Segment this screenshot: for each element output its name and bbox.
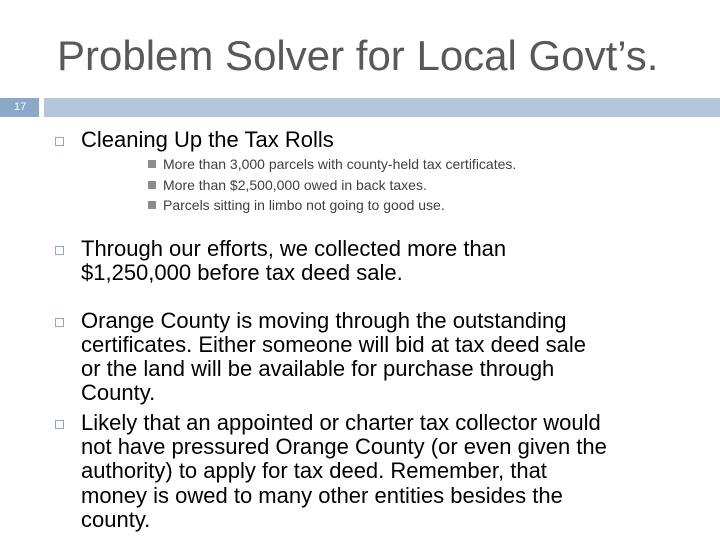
sub-bullet-text: More than 3,000 parcels with county-held tax certificates. [163, 156, 517, 172]
bullet-square-icon [55, 318, 64, 327]
sub-bullet-icon [148, 201, 156, 209]
slide-number-box [0, 98, 39, 117]
header-bar [0, 98, 720, 117]
section-heading: Cleaning Up the Tax Rolls [81, 127, 334, 152]
paragraph-line: certificates. Either someone will bid at tax deed sale [81, 332, 587, 357]
bullet-square-icon [55, 420, 64, 429]
sub-bullet-icon [148, 181, 156, 189]
sub-bullet-text: Parcels sitting in limbo not going to good use. [163, 197, 445, 213]
paragraph-line: County. [81, 380, 156, 405]
bullet-square-icon [55, 246, 64, 255]
paragraph-line: money is owed to many other entities besides the [81, 483, 563, 508]
paragraph-line: Through our efforts, we collected more than [81, 236, 507, 261]
paragraph-line: $1,250,000 before tax deed sale. [81, 260, 403, 285]
paragraph-line: not have pressured Orange County (or even given the [81, 434, 607, 459]
header-bar-fill [44, 98, 720, 117]
bullet-square-icon [55, 137, 64, 146]
paragraph-line: authority) to apply for tax deed. Remember, that [81, 458, 547, 483]
slide-title: Problem Solver for Local Govt’s. [57, 32, 659, 79]
paragraph-line: county. [81, 507, 151, 532]
paragraph-line: Orange County is moving through the outstanding [81, 308, 567, 333]
sub-bullet-icon [148, 160, 156, 168]
paragraph-line: or the land will be available for purchase through [81, 356, 555, 381]
sub-bullet-text: More than $2,500,000 owed in back taxes. [163, 177, 427, 193]
slide-number: 17 [14, 101, 27, 113]
paragraph-line: Likely that an appointed or charter tax collector would [81, 410, 601, 435]
